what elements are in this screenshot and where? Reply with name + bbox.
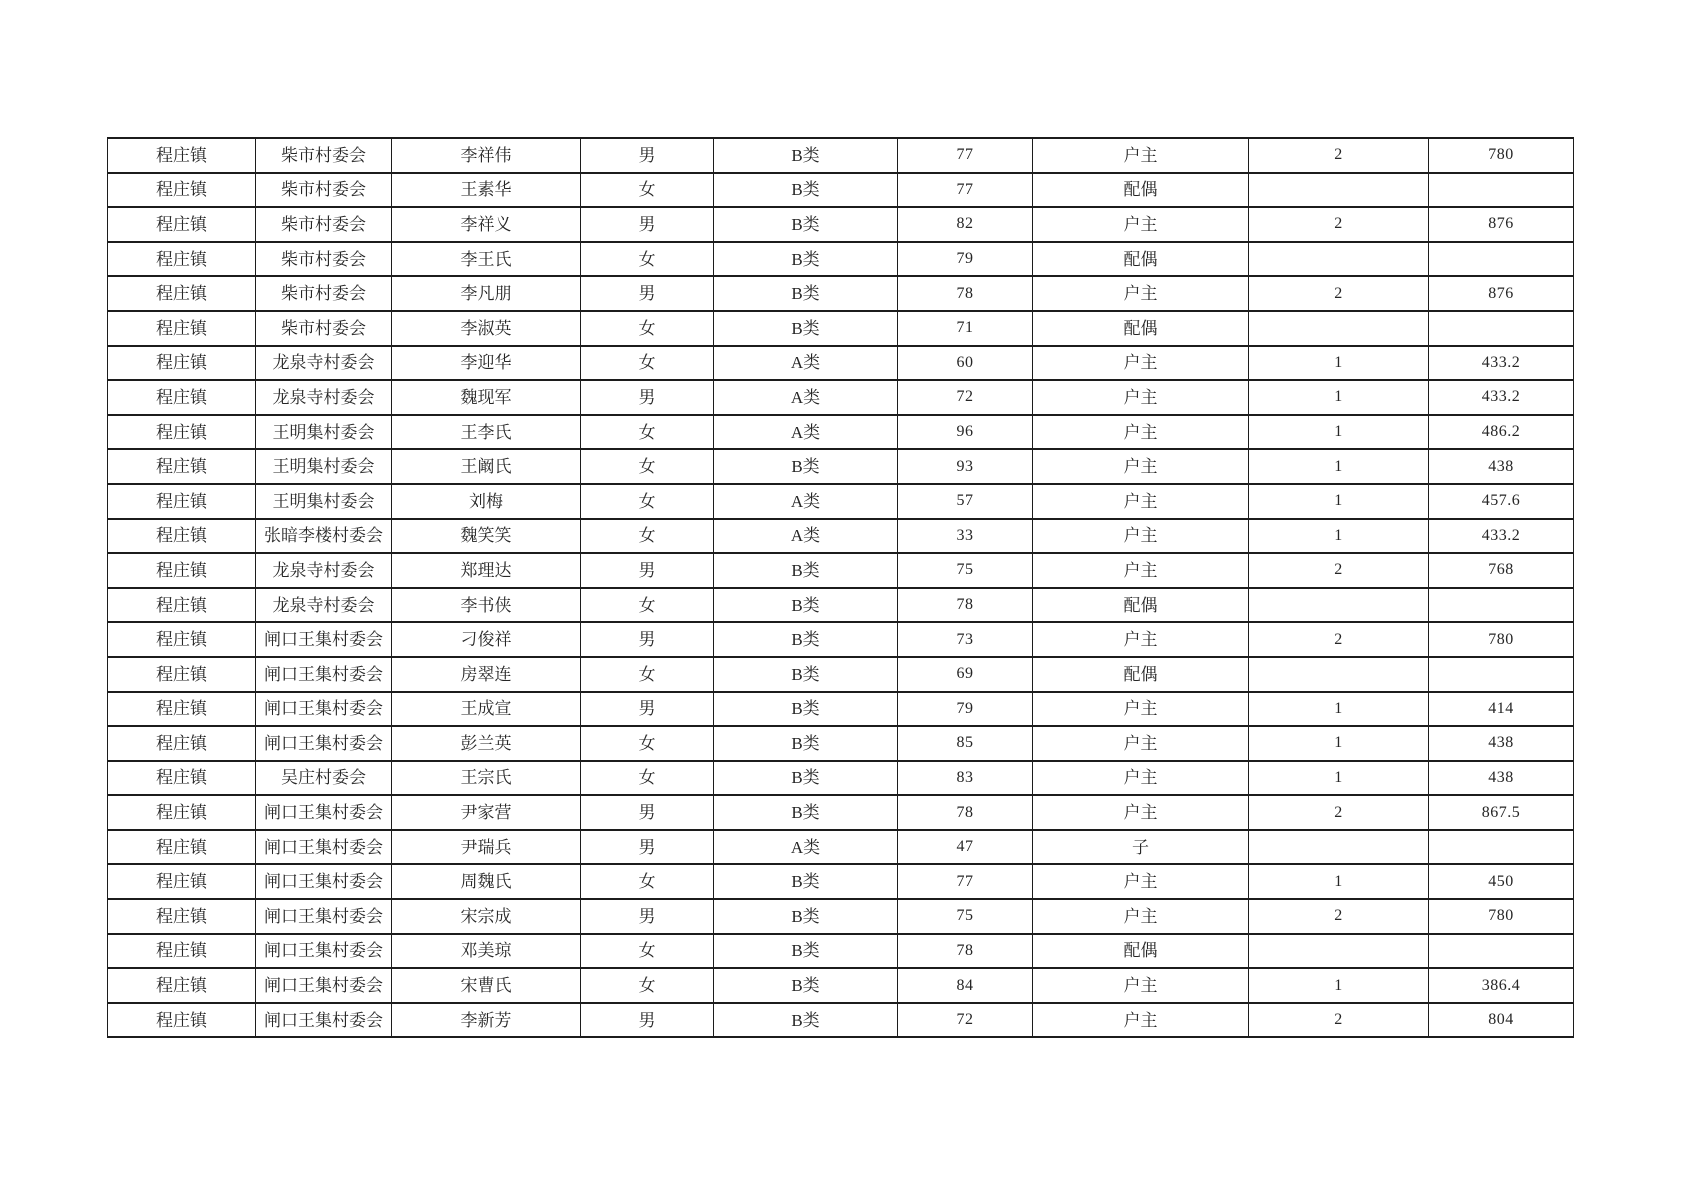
cell-name: 郑理达 <box>392 553 581 588</box>
table-row <box>108 276 1574 311</box>
cell-age: 84 <box>898 968 1033 1003</box>
cell-gender: 女 <box>581 588 714 623</box>
table-row <box>108 899 1574 934</box>
table-row <box>108 311 1574 346</box>
cell-gender: 男 <box>581 138 714 173</box>
cell-gender: 男 <box>581 553 714 588</box>
cell-village: 龙泉寺村委会 <box>256 588 392 623</box>
cell-name: 房翠连 <box>392 657 581 692</box>
cell-town: 程庄镇 <box>108 553 256 588</box>
cell-village: 王明集村委会 <box>256 484 392 519</box>
cell-gender: 男 <box>581 380 714 415</box>
cell-amount: 804 <box>1429 1003 1574 1038</box>
cell-amount <box>1429 934 1574 969</box>
cell-amount <box>1429 173 1574 208</box>
cell-name: 尹瑞兵 <box>392 830 581 865</box>
cell-amount: 438 <box>1429 761 1574 796</box>
table-row <box>108 622 1574 657</box>
cell-town: 程庄镇 <box>108 588 256 623</box>
cell-village: 闸口王集村委会 <box>256 657 392 692</box>
cell-name: 王成宣 <box>392 692 581 727</box>
cell-count: 1 <box>1249 726 1429 761</box>
cell-village: 闸口王集村委会 <box>256 864 392 899</box>
cell-town: 程庄镇 <box>108 692 256 727</box>
table-row <box>108 519 1574 554</box>
cell-town: 程庄镇 <box>108 449 256 484</box>
cell-age: 79 <box>898 242 1033 277</box>
cell-town: 程庄镇 <box>108 276 256 311</box>
table-row <box>108 173 1574 208</box>
cell-relation: 配偶 <box>1033 173 1249 208</box>
cell-amount <box>1429 830 1574 865</box>
cell-town: 程庄镇 <box>108 968 256 1003</box>
cell-age: 77 <box>898 138 1033 173</box>
cell-count: 2 <box>1249 276 1429 311</box>
table-row <box>108 346 1574 381</box>
table-row <box>108 692 1574 727</box>
cell-name: 刘梅 <box>392 484 581 519</box>
cell-village: 柴市村委会 <box>256 242 392 277</box>
cell-village: 吴庄村委会 <box>256 761 392 796</box>
cell-category: B类 <box>714 795 898 830</box>
cell-amount: 876 <box>1429 276 1574 311</box>
cell-count <box>1249 934 1429 969</box>
cell-gender: 男 <box>581 276 714 311</box>
cell-town: 程庄镇 <box>108 657 256 692</box>
cell-count <box>1249 242 1429 277</box>
cell-name: 邓美琼 <box>392 934 581 969</box>
cell-town: 程庄镇 <box>108 899 256 934</box>
cell-category: B类 <box>714 242 898 277</box>
cell-amount: 450 <box>1429 864 1574 899</box>
cell-name: 李祥义 <box>392 207 581 242</box>
table-row <box>108 761 1574 796</box>
cell-age: 60 <box>898 346 1033 381</box>
cell-village: 闸口王集村委会 <box>256 899 392 934</box>
cell-village: 闸口王集村委会 <box>256 968 392 1003</box>
cell-village: 柴市村委会 <box>256 276 392 311</box>
cell-count: 1 <box>1249 519 1429 554</box>
cell-gender: 男 <box>581 207 714 242</box>
cell-category: B类 <box>714 276 898 311</box>
cell-village: 柴市村委会 <box>256 138 392 173</box>
cell-age: 75 <box>898 899 1033 934</box>
cell-amount <box>1429 657 1574 692</box>
table-row <box>108 138 1574 173</box>
cell-relation: 户主 <box>1033 726 1249 761</box>
cell-gender: 女 <box>581 519 714 554</box>
table-row <box>108 726 1574 761</box>
cell-category: B类 <box>714 657 898 692</box>
table-row <box>108 380 1574 415</box>
cell-name: 宋曹氏 <box>392 968 581 1003</box>
cell-category: B类 <box>714 899 898 934</box>
cell-village: 龙泉寺村委会 <box>256 346 392 381</box>
cell-amount <box>1429 311 1574 346</box>
cell-town: 程庄镇 <box>108 864 256 899</box>
cell-village: 柴市村委会 <box>256 311 392 346</box>
cell-relation: 户主 <box>1033 207 1249 242</box>
cell-gender: 女 <box>581 173 714 208</box>
cell-count: 2 <box>1249 138 1429 173</box>
cell-category: A类 <box>714 484 898 519</box>
cell-town: 程庄镇 <box>108 830 256 865</box>
cell-category: B类 <box>714 173 898 208</box>
cell-age: 72 <box>898 1003 1033 1038</box>
cell-category: B类 <box>714 138 898 173</box>
cell-amount: 433.2 <box>1429 346 1574 381</box>
cell-gender: 男 <box>581 1003 714 1038</box>
cell-relation: 户主 <box>1033 761 1249 796</box>
cell-category: A类 <box>714 415 898 450</box>
cell-name: 周魏氏 <box>392 864 581 899</box>
cell-village: 闸口王集村委会 <box>256 934 392 969</box>
cell-count: 2 <box>1249 795 1429 830</box>
cell-category: B类 <box>714 968 898 1003</box>
cell-age: 75 <box>898 553 1033 588</box>
cell-name: 刁俊祥 <box>392 622 581 657</box>
cell-name: 尹家营 <box>392 795 581 830</box>
cell-gender: 女 <box>581 934 714 969</box>
cell-count: 1 <box>1249 449 1429 484</box>
cell-village: 龙泉寺村委会 <box>256 380 392 415</box>
cell-town: 程庄镇 <box>108 519 256 554</box>
cell-village: 闸口王集村委会 <box>256 830 392 865</box>
cell-name: 王阚氏 <box>392 449 581 484</box>
cell-age: 69 <box>898 657 1033 692</box>
cell-count: 2 <box>1249 553 1429 588</box>
cell-relation: 户主 <box>1033 1003 1249 1038</box>
records-table <box>107 137 1574 1038</box>
cell-count <box>1249 657 1429 692</box>
cell-name: 李祥伟 <box>392 138 581 173</box>
cell-relation: 户主 <box>1033 276 1249 311</box>
cell-village: 闸口王集村委会 <box>256 1003 392 1038</box>
cell-town: 程庄镇 <box>108 138 256 173</box>
cell-category: B类 <box>714 207 898 242</box>
cell-gender: 男 <box>581 899 714 934</box>
cell-amount: 438 <box>1429 449 1574 484</box>
cell-category: A类 <box>714 830 898 865</box>
cell-village: 柴市村委会 <box>256 207 392 242</box>
cell-category: B类 <box>714 449 898 484</box>
cell-name: 李淑英 <box>392 311 581 346</box>
cell-name: 彭兰英 <box>392 726 581 761</box>
cell-relation: 户主 <box>1033 968 1249 1003</box>
cell-age: 78 <box>898 588 1033 623</box>
cell-town: 程庄镇 <box>108 380 256 415</box>
cell-count: 1 <box>1249 761 1429 796</box>
cell-age: 77 <box>898 864 1033 899</box>
cell-age: 85 <box>898 726 1033 761</box>
cell-town: 程庄镇 <box>108 934 256 969</box>
cell-age: 93 <box>898 449 1033 484</box>
cell-relation: 配偶 <box>1033 934 1249 969</box>
cell-village: 闸口王集村委会 <box>256 692 392 727</box>
cell-amount: 414 <box>1429 692 1574 727</box>
cell-gender: 女 <box>581 346 714 381</box>
cell-amount: 867.5 <box>1429 795 1574 830</box>
cell-relation: 配偶 <box>1033 242 1249 277</box>
table-row <box>108 968 1574 1003</box>
table-row <box>108 864 1574 899</box>
cell-relation: 户主 <box>1033 899 1249 934</box>
cell-relation: 户主 <box>1033 864 1249 899</box>
cell-count: 1 <box>1249 692 1429 727</box>
table-row <box>108 207 1574 242</box>
cell-gender: 女 <box>581 968 714 1003</box>
cell-gender: 男 <box>581 830 714 865</box>
cell-age: 83 <box>898 761 1033 796</box>
cell-name: 王宗氏 <box>392 761 581 796</box>
cell-count: 1 <box>1249 864 1429 899</box>
cell-age: 78 <box>898 795 1033 830</box>
cell-village: 柴市村委会 <box>256 173 392 208</box>
cell-town: 程庄镇 <box>108 795 256 830</box>
cell-village: 闸口王集村委会 <box>256 726 392 761</box>
cell-category: B类 <box>714 761 898 796</box>
cell-count: 2 <box>1249 207 1429 242</box>
table-row <box>108 588 1574 623</box>
cell-town: 程庄镇 <box>108 311 256 346</box>
cell-relation: 户主 <box>1033 380 1249 415</box>
cell-gender: 女 <box>581 864 714 899</box>
cell-age: 33 <box>898 519 1033 554</box>
cell-count <box>1249 588 1429 623</box>
cell-relation: 户主 <box>1033 449 1249 484</box>
cell-gender: 女 <box>581 311 714 346</box>
table-row <box>108 242 1574 277</box>
cell-count <box>1249 311 1429 346</box>
table-body <box>108 138 1574 1037</box>
cell-town: 程庄镇 <box>108 761 256 796</box>
cell-count <box>1249 830 1429 865</box>
cell-name: 李迎华 <box>392 346 581 381</box>
cell-amount: 386.4 <box>1429 968 1574 1003</box>
cell-category: B类 <box>714 726 898 761</box>
cell-age: 73 <box>898 622 1033 657</box>
cell-category: A类 <box>714 346 898 381</box>
cell-relation: 户主 <box>1033 519 1249 554</box>
cell-relation: 子 <box>1033 830 1249 865</box>
cell-town: 程庄镇 <box>108 726 256 761</box>
table-row <box>108 1003 1574 1038</box>
table-row <box>108 415 1574 450</box>
cell-town: 程庄镇 <box>108 484 256 519</box>
cell-town: 程庄镇 <box>108 415 256 450</box>
cell-amount: 457.6 <box>1429 484 1574 519</box>
cell-age: 72 <box>898 380 1033 415</box>
cell-relation: 户主 <box>1033 692 1249 727</box>
cell-name: 王素华 <box>392 173 581 208</box>
cell-amount <box>1429 588 1574 623</box>
cell-town: 程庄镇 <box>108 207 256 242</box>
cell-relation: 配偶 <box>1033 657 1249 692</box>
cell-amount <box>1429 242 1574 277</box>
cell-category: B类 <box>714 864 898 899</box>
cell-gender: 女 <box>581 657 714 692</box>
cell-count: 2 <box>1249 622 1429 657</box>
cell-gender: 女 <box>581 449 714 484</box>
cell-category: B类 <box>714 1003 898 1038</box>
cell-count: 2 <box>1249 1003 1429 1038</box>
cell-relation: 配偶 <box>1033 311 1249 346</box>
cell-village: 龙泉寺村委会 <box>256 553 392 588</box>
cell-category: A类 <box>714 519 898 554</box>
table-row <box>108 830 1574 865</box>
cell-village: 张暗李楼村委会 <box>256 519 392 554</box>
cell-count: 1 <box>1249 415 1429 450</box>
cell-town: 程庄镇 <box>108 242 256 277</box>
cell-gender: 女 <box>581 726 714 761</box>
cell-relation: 户主 <box>1033 795 1249 830</box>
cell-name: 魏笑笑 <box>392 519 581 554</box>
cell-count: 1 <box>1249 968 1429 1003</box>
cell-name: 李王氏 <box>392 242 581 277</box>
cell-relation: 户主 <box>1033 346 1249 381</box>
cell-amount: 780 <box>1429 899 1574 934</box>
cell-town: 程庄镇 <box>108 622 256 657</box>
cell-count: 1 <box>1249 484 1429 519</box>
table-row <box>108 657 1574 692</box>
cell-relation: 配偶 <box>1033 588 1249 623</box>
cell-amount: 433.2 <box>1429 519 1574 554</box>
cell-village: 王明集村委会 <box>256 415 392 450</box>
table-row <box>108 795 1574 830</box>
cell-count: 1 <box>1249 380 1429 415</box>
cell-age: 77 <box>898 173 1033 208</box>
cell-amount: 780 <box>1429 138 1574 173</box>
cell-gender: 女 <box>581 242 714 277</box>
cell-category: B类 <box>714 622 898 657</box>
cell-relation: 户主 <box>1033 622 1249 657</box>
cell-name: 王李氏 <box>392 415 581 450</box>
cell-name: 李凡朋 <box>392 276 581 311</box>
cell-amount: 876 <box>1429 207 1574 242</box>
cell-gender: 女 <box>581 484 714 519</box>
cell-category: A类 <box>714 380 898 415</box>
cell-gender: 男 <box>581 795 714 830</box>
cell-village: 闸口王集村委会 <box>256 795 392 830</box>
cell-count <box>1249 173 1429 208</box>
cell-amount: 438 <box>1429 726 1574 761</box>
cell-village: 闸口王集村委会 <box>256 622 392 657</box>
cell-gender: 女 <box>581 415 714 450</box>
cell-gender: 男 <box>581 622 714 657</box>
cell-village: 王明集村委会 <box>256 449 392 484</box>
cell-age: 79 <box>898 692 1033 727</box>
cell-amount: 433.2 <box>1429 380 1574 415</box>
cell-gender: 男 <box>581 692 714 727</box>
cell-name: 李新芳 <box>392 1003 581 1038</box>
cell-town: 程庄镇 <box>108 346 256 381</box>
cell-count: 2 <box>1249 899 1429 934</box>
cell-count: 1 <box>1249 346 1429 381</box>
cell-age: 96 <box>898 415 1033 450</box>
cell-age: 78 <box>898 934 1033 969</box>
cell-age: 82 <box>898 207 1033 242</box>
cell-category: B类 <box>714 588 898 623</box>
cell-category: B类 <box>714 934 898 969</box>
cell-category: B类 <box>714 692 898 727</box>
cell-age: 71 <box>898 311 1033 346</box>
cell-category: B类 <box>714 553 898 588</box>
cell-relation: 户主 <box>1033 415 1249 450</box>
cell-name: 宋宗成 <box>392 899 581 934</box>
table-row <box>108 449 1574 484</box>
cell-age: 47 <box>898 830 1033 865</box>
table-row <box>108 553 1574 588</box>
cell-gender: 女 <box>581 761 714 796</box>
cell-name: 李书侠 <box>392 588 581 623</box>
cell-age: 57 <box>898 484 1033 519</box>
cell-name: 魏现军 <box>392 380 581 415</box>
cell-relation: 户主 <box>1033 484 1249 519</box>
table-row <box>108 484 1574 519</box>
cell-town: 程庄镇 <box>108 173 256 208</box>
cell-relation: 户主 <box>1033 138 1249 173</box>
cell-amount: 768 <box>1429 553 1574 588</box>
cell-town: 程庄镇 <box>108 1003 256 1038</box>
table-row <box>108 934 1574 969</box>
cell-category: B类 <box>714 311 898 346</box>
cell-amount: 780 <box>1429 622 1574 657</box>
cell-relation: 户主 <box>1033 553 1249 588</box>
cell-amount: 486.2 <box>1429 415 1574 450</box>
cell-age: 78 <box>898 276 1033 311</box>
